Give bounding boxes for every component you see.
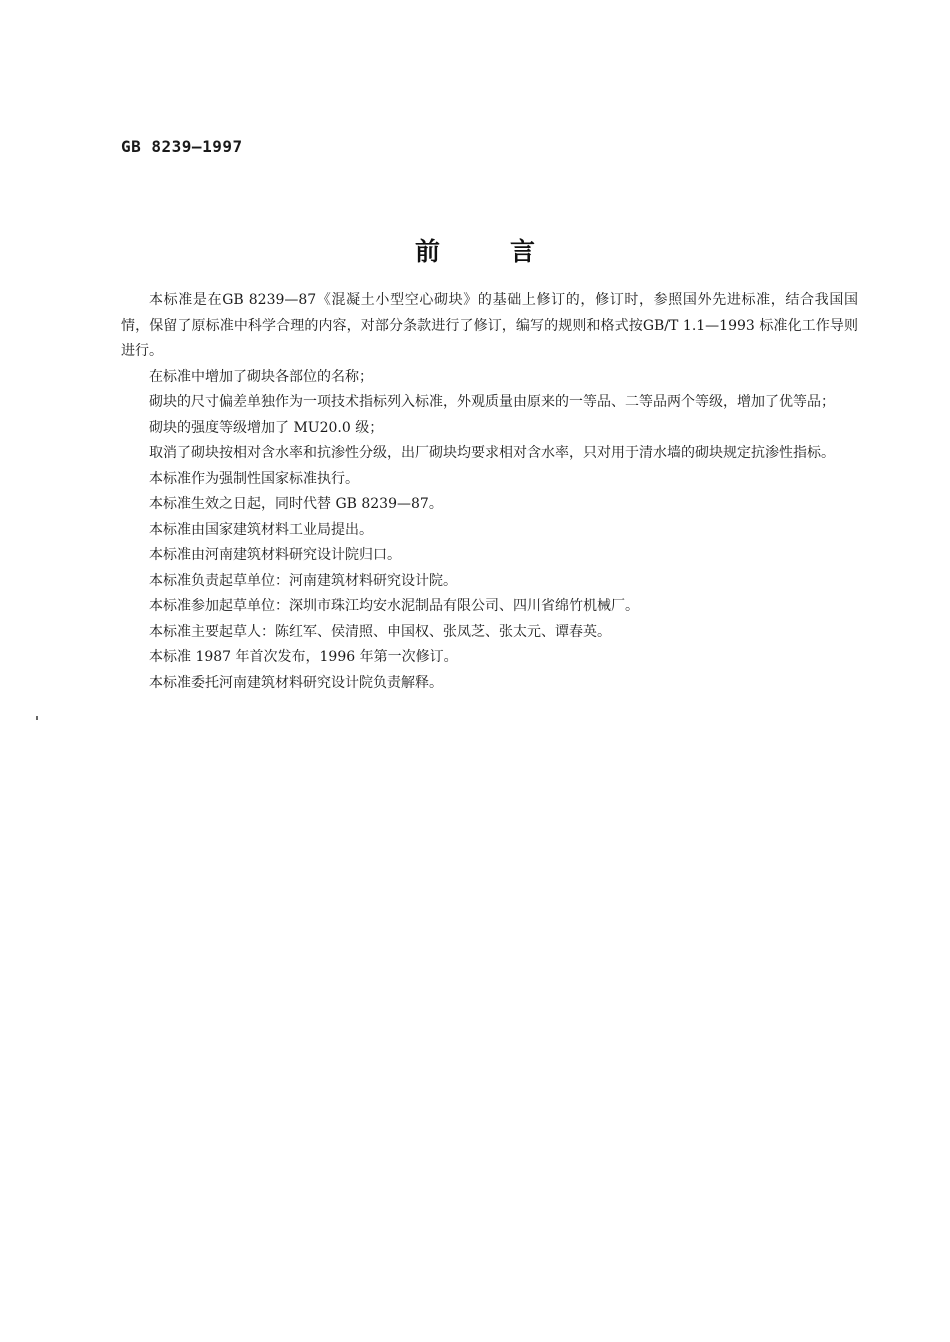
paragraph: 本标准主要起草人：陈红军、侯清照、申国权、张凤芝、张太元、谭春英。 xyxy=(149,623,611,640)
paragraph: 本标准是在GB 8239—87《混凝土小型空心砌块》的基础上修订的，修订时，参照国外先进标准，结合我国国情，保留了原标准中科学合理的内容，对部分条款进行了修订，编写的规则和格式按GB/T 1.1—1993 标准化工作导则进行。 xyxy=(121,292,858,359)
scan-speck xyxy=(36,716,38,720)
paragraph: 砌块的强度等级增加了 MU20.0 级； xyxy=(149,419,384,436)
paragraph: 本标准生效之日起，同时代替 GB 8239—87。 xyxy=(149,496,443,512)
paragraph: 本标准负责起草单位：河南建筑材料研究设计院。 xyxy=(149,572,457,589)
paragraph: 本标准参加起草单位：深圳市珠江均安水泥制品有限公司、四川省绵竹机械厂。 xyxy=(149,598,639,614)
paragraph: 本标准由国家建筑材料工业局提出。 xyxy=(149,521,373,538)
paragraph: 取消了砌块按相对含水率和抗渗性分级，出厂砌块均要求相对含水率，只对用于清水墙的砌块规定抗渗性指标。 xyxy=(149,445,835,461)
paragraph: 本标准由河南建筑材料研究设计院归口。 xyxy=(149,547,401,563)
paragraph: 本标准委托河南建筑材料研究设计院负责解释。 xyxy=(149,674,443,691)
standard-code: GB 8239—1997 xyxy=(121,137,243,156)
paragraph: 砌块的尺寸偏差单独作为一项技术指标列入标准，外观质量由原来的一等品、二等品两个等级，增加了优等品； xyxy=(149,394,835,410)
foreword-body xyxy=(121,288,858,696)
paragraph: 本标准 1987 年首次发布，1996 年第一次修订。 xyxy=(149,649,458,665)
paragraph: 本标准作为强制性国家标准执行。 xyxy=(149,470,359,487)
paragraph: 在标准中增加了砌块各部位的名称； xyxy=(149,368,373,385)
page-title: 前言 xyxy=(414,237,605,266)
